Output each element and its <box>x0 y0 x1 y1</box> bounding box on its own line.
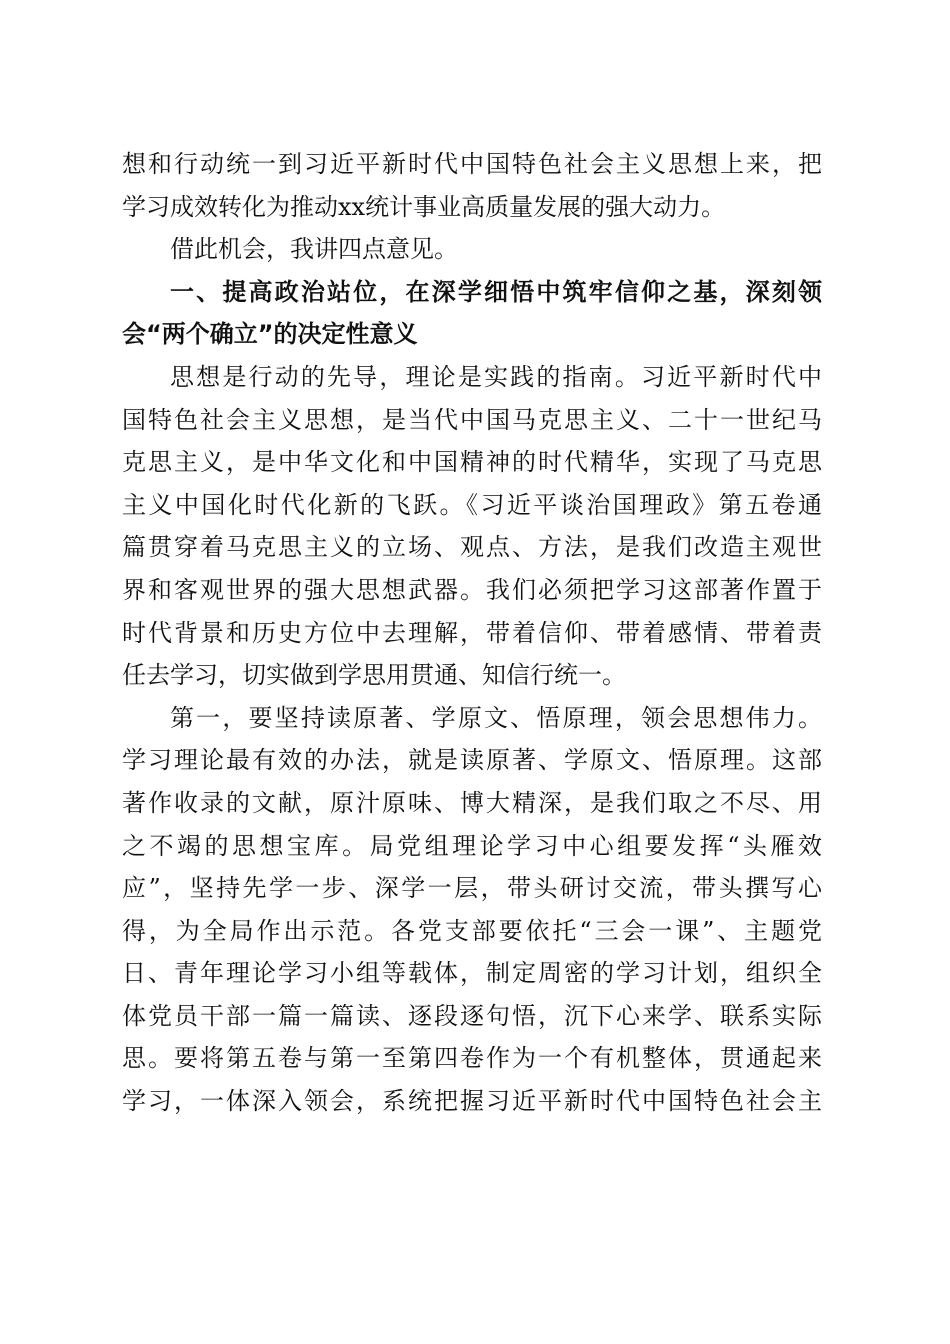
text-line: 想和行动统一到习近平新时代中国特色社会主义思想上来，把 <box>122 150 822 178</box>
section-heading <box>122 271 822 356</box>
text-line: 学习，一体深入领会，系统把握习近平新时代中国特色社会主 <box>122 1087 822 1116</box>
text-line: 之不竭的思想宝库。局党组理论学习中心组要发挥“头雁效 <box>122 831 822 860</box>
paragraph-intro <box>122 228 822 271</box>
text-line: 第一，要坚持读原著、学原文、悟原理，领会思想伟力。 <box>170 703 822 732</box>
text-line: 学习理论最有效的办法，就是读原著、学原文、悟原理。这部 <box>122 746 822 775</box>
text-line: 体党员干部一篇一篇读、逐段逐句悟，沉下心来学、联系实际 <box>122 1001 822 1030</box>
text-line: 篇贯穿着马克思主义的立场、观点、方法，是我们改造主观世 <box>122 533 822 562</box>
paragraph-point-one <box>122 697 822 1123</box>
text-line: 时代背景和历史方位中去理解，带着信仰、带着感情、带着责 <box>122 618 822 647</box>
text-line: 日、青年理论学习小组等载体，制定周密的学习计划，组织全 <box>122 959 822 988</box>
text-line: 主义中国化时代化新的飞跃。《习近平谈治国理政》第五卷通 <box>122 490 822 519</box>
heading-line: 会“两个确立”的决定性意义 <box>122 320 418 349</box>
text-line: 思。要将第五卷与第一至第四卷作为一个有机整体，贯通起来 <box>122 1044 822 1073</box>
text-line: 克思主义，是中华文化和中国精神的时代精华，实现了马克思 <box>122 448 822 477</box>
paragraph-continuation <box>122 143 822 228</box>
text-line: 著作收录的文献，原汁原味、博大精深，是我们取之不尽、用 <box>122 788 822 817</box>
document-body <box>122 143 822 1123</box>
text-line: 界和客观世界的强大思想武器。我们必须把学习这部著作置于 <box>122 575 822 604</box>
text-line: 借此机会，我讲四点意见。 <box>170 235 458 264</box>
text-line: 国特色社会主义思想，是当代中国马克思主义、二十一世纪马 <box>122 405 822 434</box>
text-line: 思想是行动的先导，理论是实践的指南。习近平新时代中 <box>170 362 822 391</box>
heading-line: 一、提高政治站位，在深学细悟中筑牢信仰之基，深刻领 <box>170 277 822 306</box>
text-line: 任去学习，切实做到学思用贯通、知信行统一。 <box>122 661 626 690</box>
text-line: 得，为全局作出示范。各党支部要依托“三会一课”、主题党 <box>122 916 822 945</box>
paragraph-theory <box>122 356 822 697</box>
text-line: 学习成效转化为推动xx统计事业高质量发展的强大动力。 <box>122 192 726 221</box>
text-line: 应”，坚持先学一步、深学一层，带头研讨交流，带头撰写心 <box>122 874 822 903</box>
